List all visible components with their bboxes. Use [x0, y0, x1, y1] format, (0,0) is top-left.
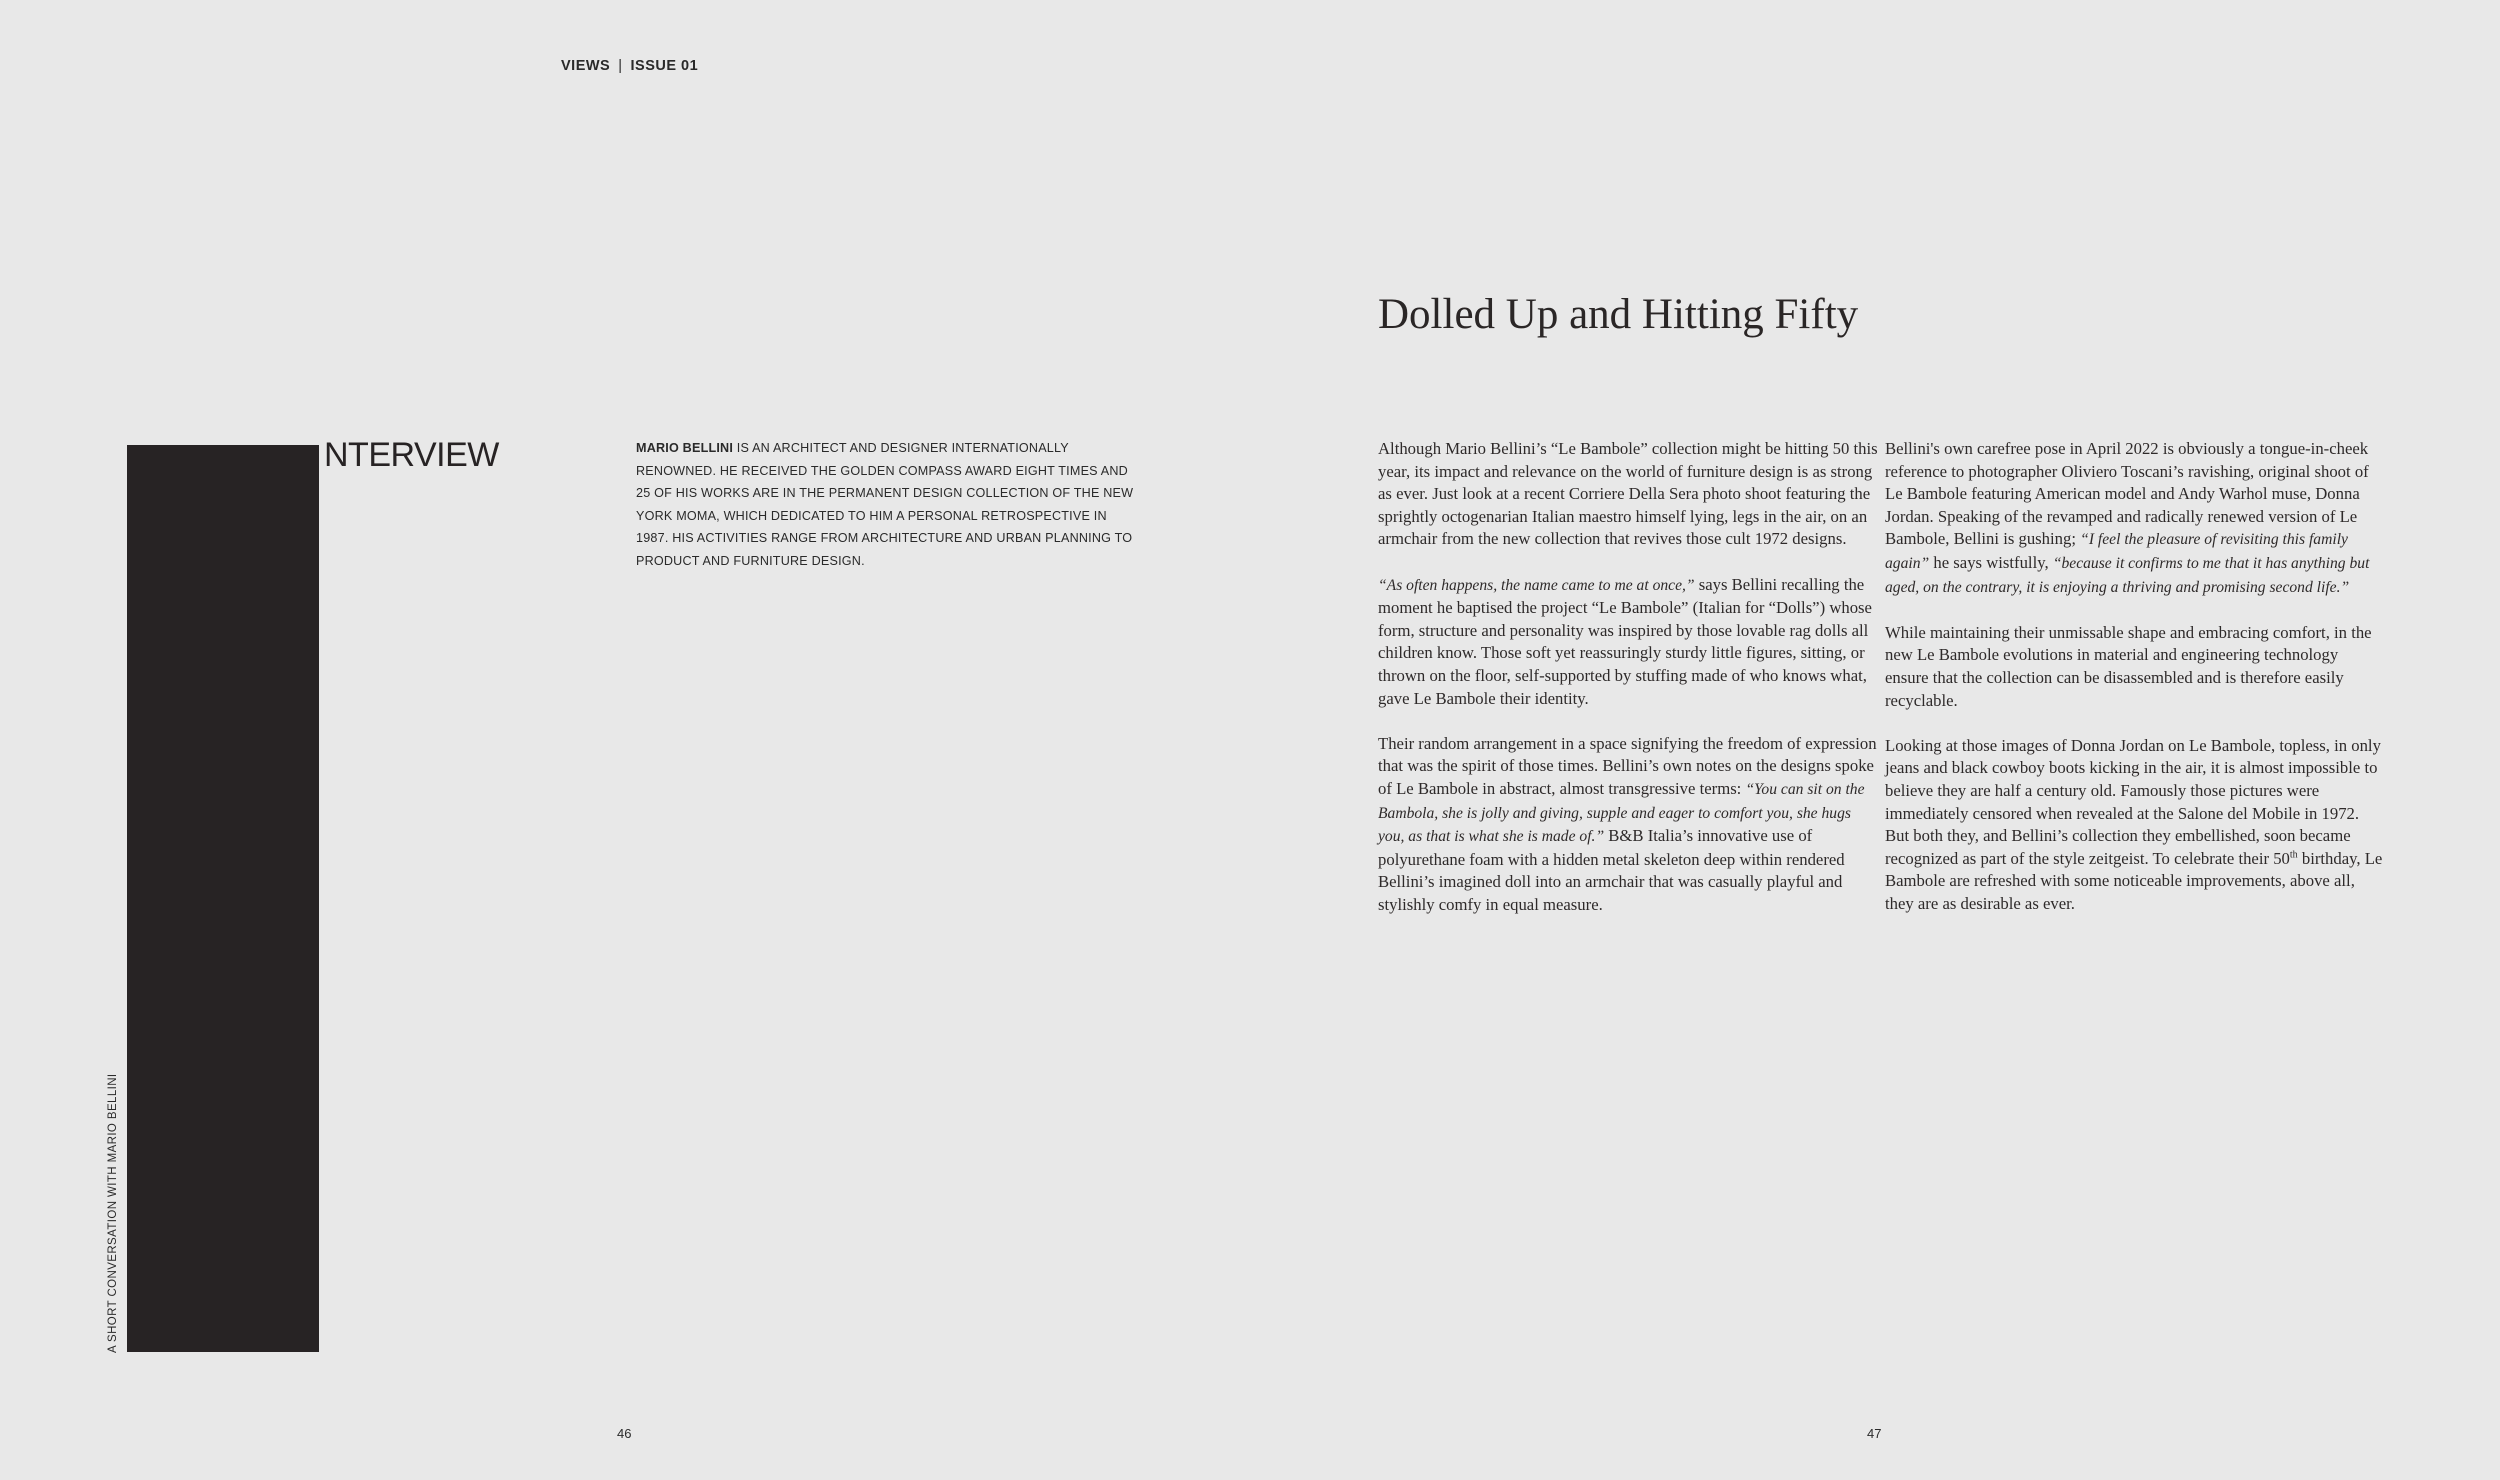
- header-issue: ISSUE 01: [630, 58, 699, 74]
- header-separator: |: [618, 58, 623, 74]
- pull-quote: “You can sit on the Bambola, she is jolly and giving, supple and eager to comfort you, she hugs you, as that is what she is made of.”: [1378, 780, 1865, 846]
- section-title: NTERVIEW: [324, 436, 499, 474]
- pull-quote: “As often happens, the name came to me at once,”: [1378, 576, 1695, 594]
- header-section: VIEWS: [561, 58, 611, 74]
- article-column-1: [1378, 438, 1878, 939]
- paragraph: Looking at those images of Donna Jordan on Le Bambole, topless, in only jeans and black cowboy boots kicking in the air, it is almost impossible to believe they are half a century old. Famously those pictures were immediately censored when revealed at the Salone del Mobile in 1972. But both they, and Bellini’s collection they embellished, soon became recognized as part of the style zeitgeist. To celebrate their 50th birthday, Le Bambole are refreshed with some noticeable improvements, above all, they are as desirable as ever.: [1885, 735, 2383, 913]
- pull-quote: “I feel the pleasure of revisiting this family again”: [1885, 531, 2348, 572]
- ordinal-superscript: th: [2289, 849, 2298, 861]
- vertical-caption: A SHORT CONVERSATION WITH MARIO BELLINI: [107, 1073, 119, 1353]
- page-number-right: 47: [1867, 1426, 1882, 1441]
- bio-name: MARIO BELLINI: [636, 441, 734, 455]
- paragraph: While maintaining their unmissable shape and embracing comfort, in the new Le Bambole evolutions in material and engineering technology ensure that the collection can be disassembled and is therefore easily recyclable.: [1885, 622, 2372, 710]
- black-i-bar: [127, 445, 319, 1352]
- paragraph: Although Mario Bellini’s “Le Bambole” collection might be hitting 50 this year, its impact and relevance on the world of furniture design is as strong as ever. Just look at a recent Corriere Della Sera photo shoot featuring the sprightly octogenarian Italian maestro himself lying, legs in the air, on an armchair from the new collection that revives those cult 1972 designs.: [1378, 439, 1878, 549]
- article-title: Dolled Up and Hitting Fifty: [1378, 291, 1859, 338]
- running-header: [561, 58, 698, 74]
- author-bio: [636, 437, 1136, 572]
- article-column-2: [1885, 438, 2385, 938]
- page-number-left: 46: [617, 1426, 632, 1441]
- paragraph: Their random arrangement in a space signifying the freedom of expression that was the spirit of those times. Bellini’s own notes on the designs spoke of Le Bambole in abstract, almost transgressive terms: “You can sit on the Bambola, she is jolly and giving, supple and eager to comfort you, she hugs you, as that is what she is made of.” B&B Italia’s innovative use of polyurethane foam with a hidden metal skeleton deep within rendered Bellini’s imagined doll into an armchair that was casually playful and stylishly comfy in equal measure.: [1378, 733, 1877, 914]
- paragraph: “As often happens, the name came to me at once,” says Bellini recalling the moment he baptised the project “Le Bambole” (Italian for “Dolls”) whose form, structure and personality was inspired by those lovable rag dolls all children know. Those soft yet reassuringly sturdy little figures, sitting, or thrown on the floor, self-supported by stuffing made of who knows what, gave Le Bambole their identity.: [1378, 574, 1872, 708]
- pull-quote: “because it confirms to me that it has anything but aged, on the contrary, it is enjoying a thriving and promising second life.”: [1885, 554, 2370, 596]
- bio-text: IS AN ARCHITECT AND DESIGNER INTERNATIONALLY RENOWNED. HE RECEIVED THE GOLDEN COMPASS AWARD EIGHT TIMES AND 25 OF HIS WORKS ARE IN THE PERMANENT DESIGN COLLECTION OF THE NEW YORK MOMA, WHICH DEDICATED TO HIM A PERSONAL RETROSPECTIVE IN 1987. HIS ACTIVITIES RANGE FROM ARCHITECTURE AND URBAN PLANNING TO PRODUCT AND FURNITURE DESIGN.: [636, 441, 1134, 568]
- paragraph: Bellini's own carefree pose in April 2022 is obviously a tongue-in-cheek reference to photographer Oliviero Toscani’s ravishing, original shoot of Le Bambole featuring American model and Andy Warhol muse, Donna Jordan. Speaking of the revamped and radically renewed version of Le Bambole, Bellini is gushing; “I feel the pleasure of revisiting this family again” he says wistfully, “because it confirms to me that it has anything but aged, on the contrary, it is enjoying a thriving and promising second life.”: [1885, 439, 2370, 596]
